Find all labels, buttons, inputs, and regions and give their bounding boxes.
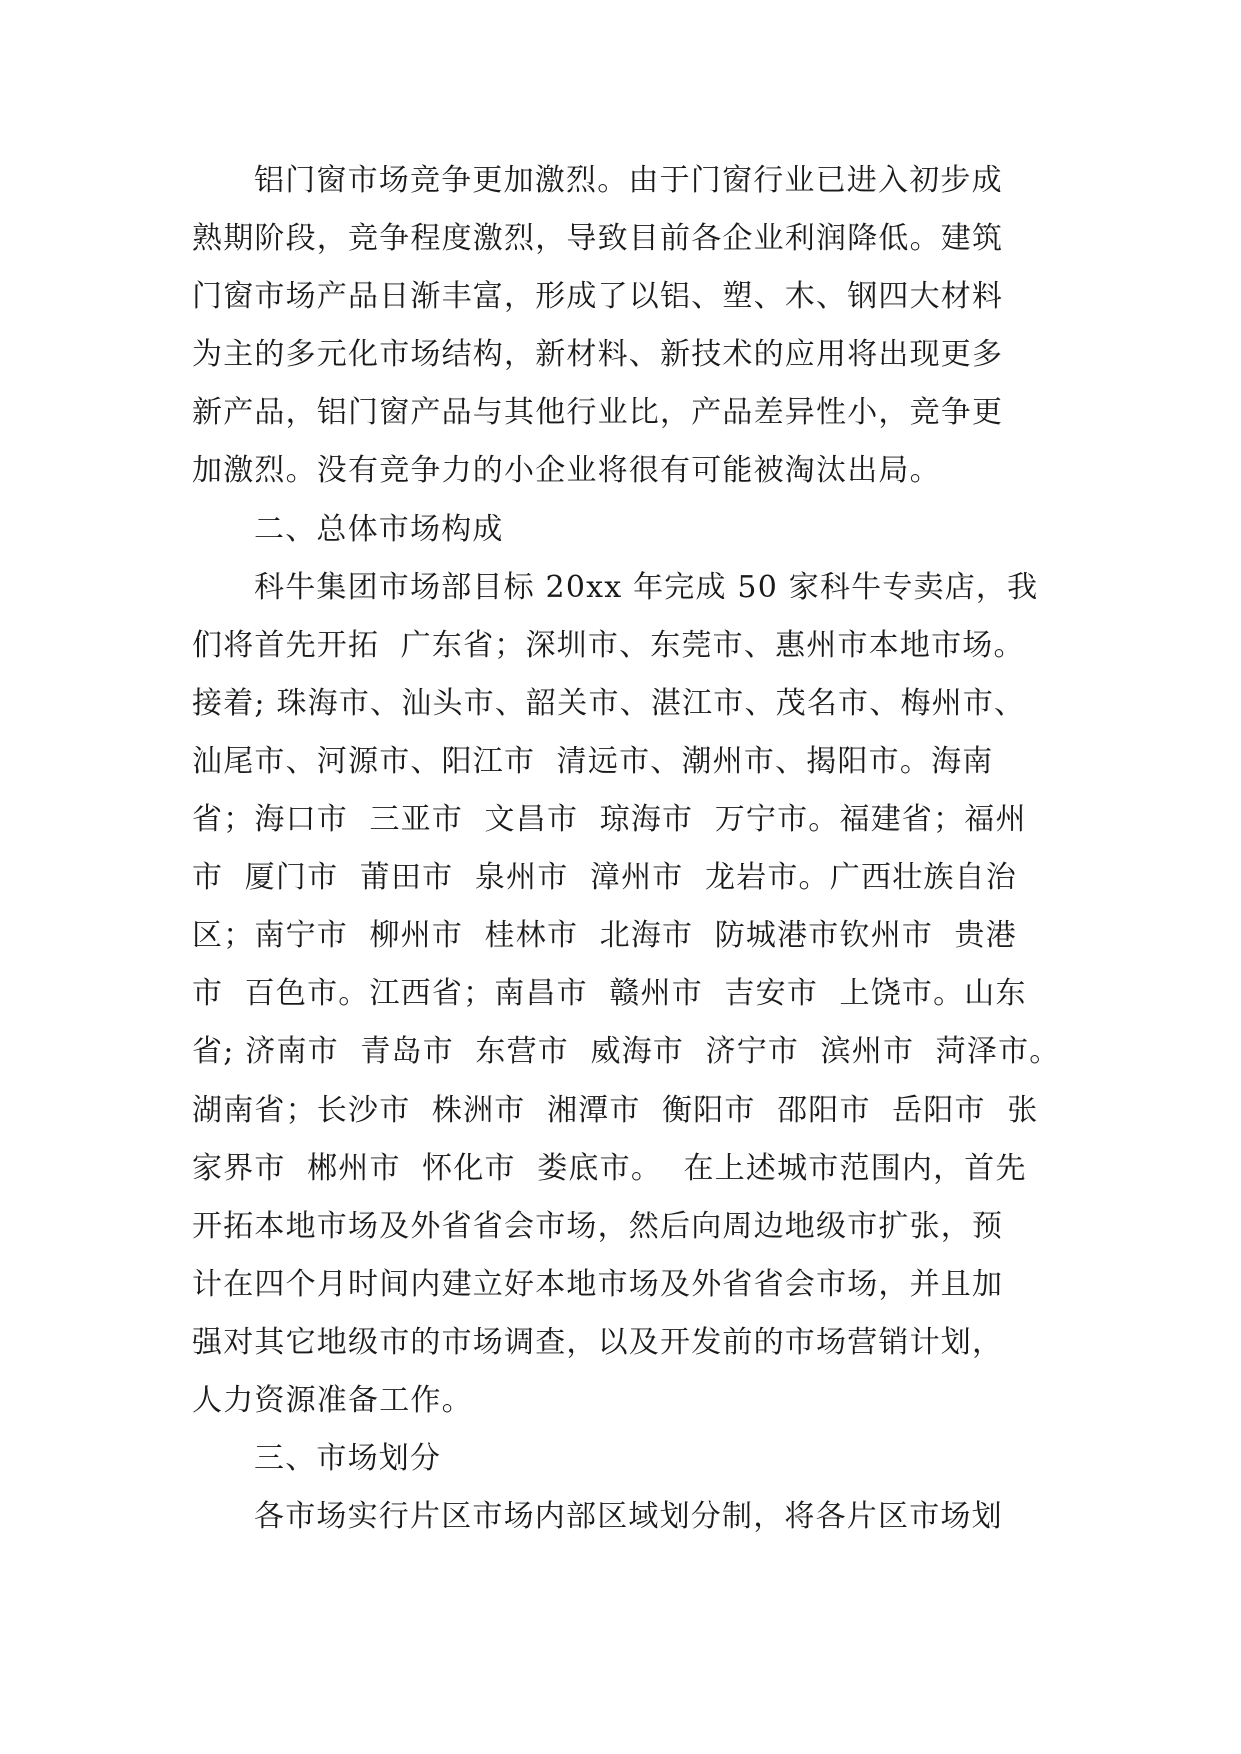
text-line: 加激烈。没有竞争力的小企业将很有可能被淘汰出局。 (192, 453, 941, 489)
text-line: 门窗市场产品日渐丰富，形成了以铝、塑、木、钢四大材料 (192, 279, 1004, 315)
text-line: 汕尾市、河源市、阳江市 清远市、潮州市、揭阳市。海南 (192, 743, 994, 779)
text-line: 二、总体市场构成 (254, 511, 504, 547)
text-line: 省; 济南市 青岛市 东营市 威海市 济宁市 滨州市 菏泽市。 (192, 1034, 1061, 1070)
text-line: 熟期阶段，竞争程度激烈，导致目前各企业利润降低。建筑 (192, 221, 1004, 257)
text-line: 接着; 珠海市、汕头市、韶关市、湛江市、茂名市、梅州市、 (192, 685, 1026, 721)
text-line: 计在四个月时间内建立好本地市场及外省省会市场，并且加 (192, 1266, 1004, 1302)
text-line: 为主的多元化市场结构，新材料、新技术的应用将出现更多 (192, 337, 1004, 373)
text-line: 省；海口市 三亚市 文昌市 琼海市 万宁市。福建省；福州 (192, 802, 1027, 838)
text-line: 各市场实行片区市场内部区域划分制，将各片区市场划 (254, 1499, 1003, 1535)
text-line: 三、市场划分 (254, 1441, 442, 1477)
text-line: 湖南省；长沙市 株洲市 湘潭市 衡阳市 邵阳市 岳阳市 张 (192, 1092, 1039, 1128)
text-line: 们将首先开拓 广东省；深圳市、东莞市、惠州市本地市场。 (192, 627, 1025, 663)
text-line: 开拓本地市场及外省省会市场，然后向周边地级市扩张，预 (192, 1208, 1004, 1244)
text-line: 科牛集团市场部目标 20xx 年完成 50 家科牛专卖店，我 (254, 569, 1039, 605)
text-line: 铝门窗市场竞争更加激烈。由于门窗行业已进入初步成 (254, 163, 1003, 198)
text-line: 人力资源准备工作。 (192, 1382, 473, 1418)
text-line: 市 百色市。江西省；南昌市 赣州市 吉安市 上饶市。山东 (192, 976, 1027, 1012)
text-line: 市 厦门市 莆田市 泉州市 漳州市 龙岩市。广西壮族自治 (192, 860, 1017, 896)
text-line: 强对其它地级市的市场调查，以及开发前的市场营销计划， (192, 1324, 1004, 1360)
text-line: 新产品，铝门窗产品与其他行业比，产品差异性小，竞争更 (192, 395, 1004, 431)
document-body (192, 152, 1072, 1546)
text-line: 区；南宁市 柳州市 桂林市 北海市 防城港市钦州市 贵港 (192, 918, 1017, 954)
text-line: 家界市 郴州市 怀化市 娄底市。 在上述城市范围内，首先 (192, 1150, 1027, 1186)
